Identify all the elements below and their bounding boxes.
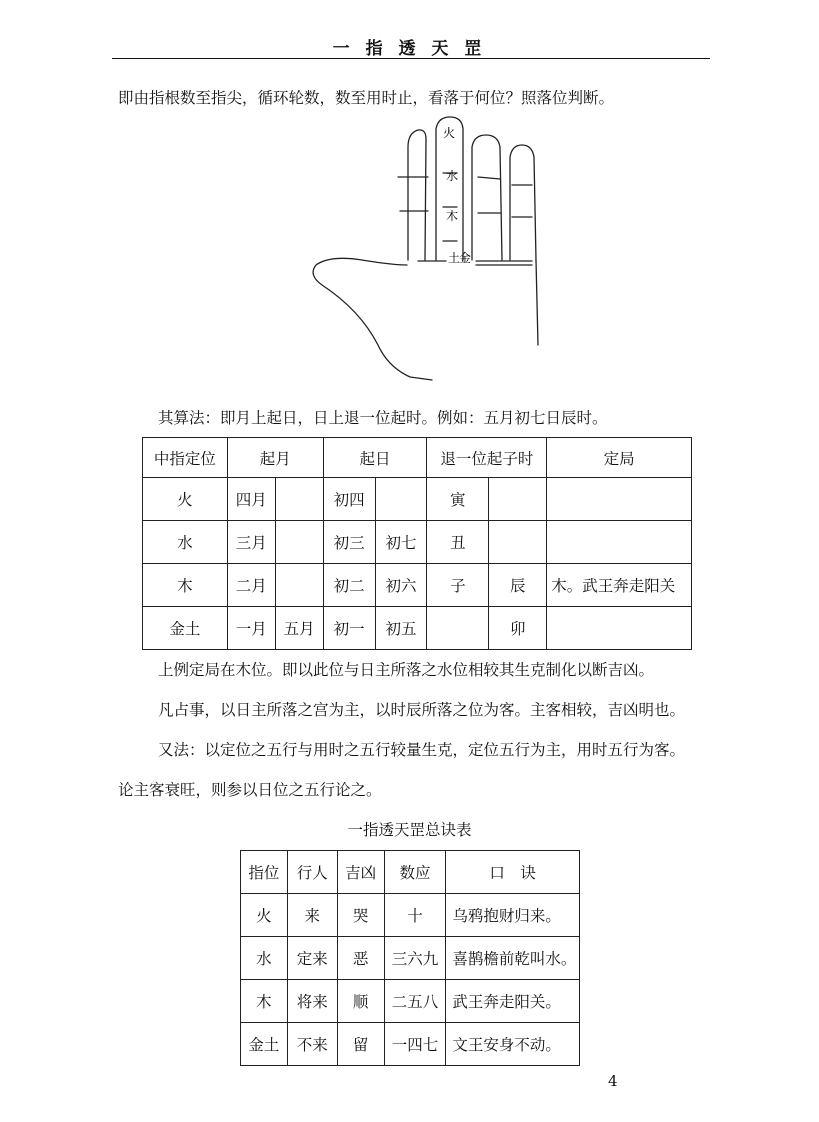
table-cell: 二五八 (384, 980, 446, 1023)
main-table (142, 437, 692, 650)
table-row (143, 607, 692, 650)
table-cell: 喜鹊檐前乾叫水。 (446, 937, 580, 980)
table-cell: 木。武王奔走阳关 (547, 564, 692, 607)
table-header-cell: 数应 (384, 851, 446, 894)
table-cell: 初四 (323, 478, 375, 521)
ring-finger-outline (472, 135, 502, 260)
table-cell: 将来 (287, 980, 337, 1023)
hand-label-wood: 木 (445, 209, 459, 223)
table-cell: 来 (287, 894, 337, 937)
table-header-row (143, 438, 692, 478)
index-finger-right (425, 139, 426, 260)
thumb-and-palm-outline (313, 258, 432, 380)
table-cell: 火 (143, 478, 228, 521)
table-cell (489, 521, 547, 564)
table-header-cell: 起月 (227, 438, 323, 478)
table-cell: 一月 (227, 607, 275, 650)
table-cell: 寅 (427, 478, 489, 521)
table-cell: 丑 (427, 521, 489, 564)
summary-table-caption: 一指透天罡总诀表 (347, 821, 472, 839)
table-cell (275, 478, 323, 521)
table-cell: 初二 (323, 564, 375, 607)
palm-right-edge (536, 260, 538, 345)
table-header-cell: 中指定位 (143, 438, 228, 478)
crease (478, 177, 500, 179)
table-row (241, 894, 580, 937)
table-cell: 初七 (375, 521, 427, 564)
table-cell: 哭 (337, 894, 384, 937)
table-cell: 一四七 (384, 1023, 446, 1066)
table-cell: 武王奔走阳关。 (446, 980, 580, 1023)
hand-label-metal: 金 (458, 251, 472, 265)
table-cell: 金土 (143, 607, 228, 650)
table-cell: 三月 (227, 521, 275, 564)
table-cell: 初一 (323, 607, 375, 650)
table-cell: 初六 (375, 564, 427, 607)
table-cell (547, 607, 692, 650)
table-cell: 十 (384, 894, 446, 937)
table-row (241, 937, 580, 980)
method-paragraph: 其算法：即月上起日，日上退一位起时。例如：五月初七日辰时。 (158, 409, 608, 427)
table-cell: 文王安身不动。 (446, 1023, 580, 1066)
table-cell: 火 (241, 894, 288, 937)
table-header-cell: 退一位起子时 (427, 438, 547, 478)
page-header-title: 一 指 透 天 罡 (332, 39, 487, 59)
table-cell: 二月 (227, 564, 275, 607)
table-cell: 五月 (275, 607, 323, 650)
table-cell: 初五 (375, 607, 427, 650)
table-row (143, 521, 692, 564)
table-cell: 不来 (287, 1023, 337, 1066)
table-cell: 辰 (489, 564, 547, 607)
table-cell: 水 (241, 937, 288, 980)
table-cell: 水 (143, 521, 228, 564)
table-cell (489, 478, 547, 521)
table-cell: 恶 (337, 937, 384, 980)
paragraph-3: 又法：以定位之五行与用时之五行较量生克，定位五行为主，用时五行为客。 (158, 741, 686, 759)
table-row (143, 564, 692, 607)
table-row (143, 478, 692, 521)
table-cell: 金土 (241, 1023, 288, 1066)
index-finger-outline (408, 130, 426, 260)
table-cell (275, 564, 323, 607)
table-cell: 留 (337, 1023, 384, 1066)
hand-label-earth: 土 (447, 251, 461, 265)
table-cell: 子 (427, 564, 489, 607)
table-row (241, 1023, 580, 1066)
table-header-cell: 起日 (323, 438, 427, 478)
table-header-row (241, 851, 580, 894)
table-cell: 三六九 (384, 937, 446, 980)
table-header-cell: 指位 (241, 851, 288, 894)
table-cell (547, 521, 692, 564)
summary-table (240, 850, 580, 1066)
paragraph-2: 凡占事，以日主所落之宫为主，以时辰所落之位为客。主客相较，吉凶明也。 (158, 701, 686, 719)
hand-diagram (300, 115, 550, 385)
hand-label-fire: 火 (442, 126, 456, 140)
table-cell: 乌鸦抱财归来。 (446, 894, 580, 937)
paragraph-4: 论主客衰旺，则参以日位之五行论之。 (118, 781, 382, 799)
table-header-cell: 行人 (287, 851, 337, 894)
header-rule (112, 58, 710, 59)
table-cell (427, 607, 489, 650)
table-cell: 定来 (287, 937, 337, 980)
hand-label-water: 水 (445, 169, 459, 183)
table-header-cell: 吉凶 (337, 851, 384, 894)
paragraph-1: 上例定局在木位。即以此位与日主所落之水位相较其生克制化以断吉凶。 (158, 661, 655, 679)
table-row (241, 980, 580, 1023)
table-cell: 顺 (337, 980, 384, 1023)
table-cell: 四月 (227, 478, 275, 521)
table-cell: 卯 (489, 607, 547, 650)
table-cell: 木 (143, 564, 228, 607)
intro-paragraph: 即由指根数至指尖，循环轮数，数至用时止，看落于何位？照落位判断。 (118, 89, 615, 107)
table-cell: 木 (241, 980, 288, 1023)
table-cell: 初三 (323, 521, 375, 564)
table-header-cell: 口 诀 (446, 851, 580, 894)
table-cell (275, 521, 323, 564)
table-cell (547, 478, 692, 521)
table-cell (375, 478, 427, 521)
little-finger-outline (510, 145, 536, 260)
page-number: 4 (608, 1072, 618, 1090)
table-header-cell: 定局 (547, 438, 692, 478)
